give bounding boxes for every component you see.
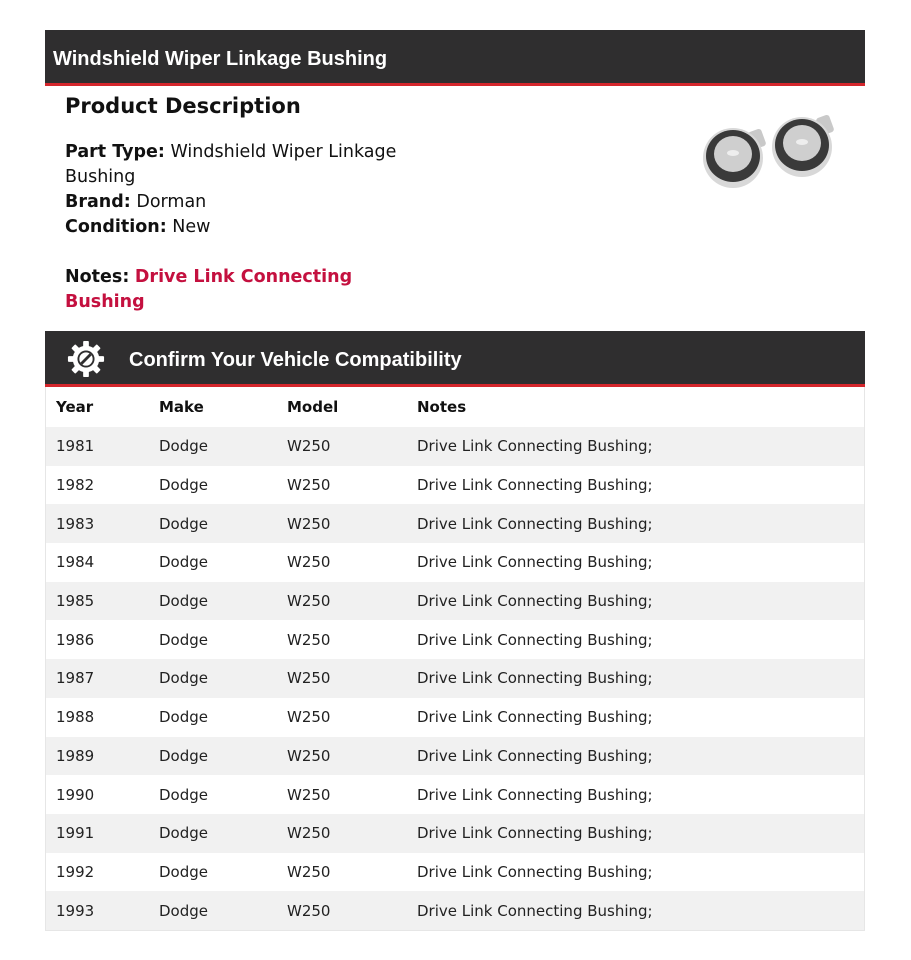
product-title-bar [45,30,865,86]
cell-make: Dodge [159,630,208,649]
cell-notes: Drive Link Connecting Bushing; [417,862,653,881]
cell-year: 1989 [56,746,95,765]
cell-make: Dodge [159,437,208,456]
cell-year: 1984 [56,553,95,572]
cell-year: 1986 [56,630,95,649]
cell-year: 1987 [56,669,95,688]
condition-label: Condition: [65,217,167,237]
cell-model: W250 [287,476,331,495]
brand-label: Brand: [65,192,131,212]
column-header-model: Model [287,398,339,416]
table-row [46,698,865,737]
table-row [46,737,865,776]
cell-model: W250 [287,708,331,727]
cell-year: 1981 [56,437,95,456]
cell-model: W250 [287,901,331,920]
cell-model: W250 [287,746,331,765]
cell-notes: Drive Link Connecting Bushing; [417,785,653,804]
cell-notes: Drive Link Connecting Bushing; [417,824,653,843]
part-type-value: Windshield Wiper Linkage Bushing [65,142,397,187]
column-header-year: Year [56,398,94,416]
cell-make: Dodge [159,476,208,495]
product-image [700,110,845,195]
compatibility-title: Confirm Your Vehicle Compatibility [129,349,462,371]
table-row [46,775,865,814]
cell-notes: Drive Link Connecting Bushing; [417,514,653,533]
table-row [46,582,865,621]
table-row [46,814,865,853]
column-header-make: Make [159,398,204,416]
cell-model: W250 [287,514,331,533]
cell-make: Dodge [159,824,208,843]
cell-notes: Drive Link Connecting Bushing; [417,630,653,649]
table-row [46,543,865,582]
table-row [46,620,865,659]
cell-model: W250 [287,592,331,611]
cell-make: Dodge [159,862,208,881]
cell-make: Dodge [159,708,208,727]
table-row [46,891,865,930]
cell-model: W250 [287,785,331,804]
compatibility-title-bar [45,331,865,387]
cell-year: 1992 [56,862,95,881]
cell-year: 1991 [56,824,95,843]
table-row [46,659,865,698]
cell-year: 1993 [56,901,95,920]
cell-notes: Drive Link Connecting Bushing; [417,592,653,611]
part-type-label: Part Type: [65,142,165,162]
cell-make: Dodge [159,746,208,765]
cell-model: W250 [287,437,331,456]
table-row [46,504,865,543]
cell-notes: Drive Link Connecting Bushing; [417,901,653,920]
cell-make: Dodge [159,901,208,920]
cell-year: 1983 [56,514,95,533]
product-description [65,92,425,315]
cell-notes: Drive Link Connecting Bushing; [417,669,653,688]
product-title: Windshield Wiper Linkage Bushing [53,48,388,70]
cell-make: Dodge [159,669,208,688]
cell-make: Dodge [159,785,208,804]
brand-line [65,190,425,215]
cell-model: W250 [287,630,331,649]
cell-year: 1982 [56,476,95,495]
brand-value: Dorman [136,192,207,212]
condition-value: New [172,217,211,237]
cell-year: 1990 [56,785,95,804]
cell-model: W250 [287,824,331,843]
table-row [46,853,865,892]
condition-line [65,215,425,240]
cell-model: W250 [287,862,331,881]
cell-notes: Drive Link Connecting Bushing; [417,476,653,495]
cell-make: Dodge [159,514,208,533]
column-header-notes: Notes [417,398,467,416]
table-row [46,466,865,505]
table-header-row [46,387,865,427]
notes-label: Notes: [65,267,130,287]
gear-wrench-icon [67,340,105,378]
notes-value: Drive Link Connecting Bushing [65,267,353,312]
cell-notes: Drive Link Connecting Bushing; [417,708,653,727]
part-type-line [65,140,425,190]
cell-notes: Drive Link Connecting Bushing; [417,553,653,572]
cell-year: 1985 [56,592,95,611]
cell-make: Dodge [159,592,208,611]
cell-make: Dodge [159,553,208,572]
cell-year: 1988 [56,708,95,727]
compatibility-table [45,387,865,931]
cell-notes: Drive Link Connecting Bushing; [417,437,653,456]
cell-model: W250 [287,553,331,572]
table-row [46,427,865,466]
notes-line [65,265,425,315]
cell-notes: Drive Link Connecting Bushing; [417,746,653,765]
cell-model: W250 [287,669,331,688]
description-heading: Product Description [65,94,301,118]
